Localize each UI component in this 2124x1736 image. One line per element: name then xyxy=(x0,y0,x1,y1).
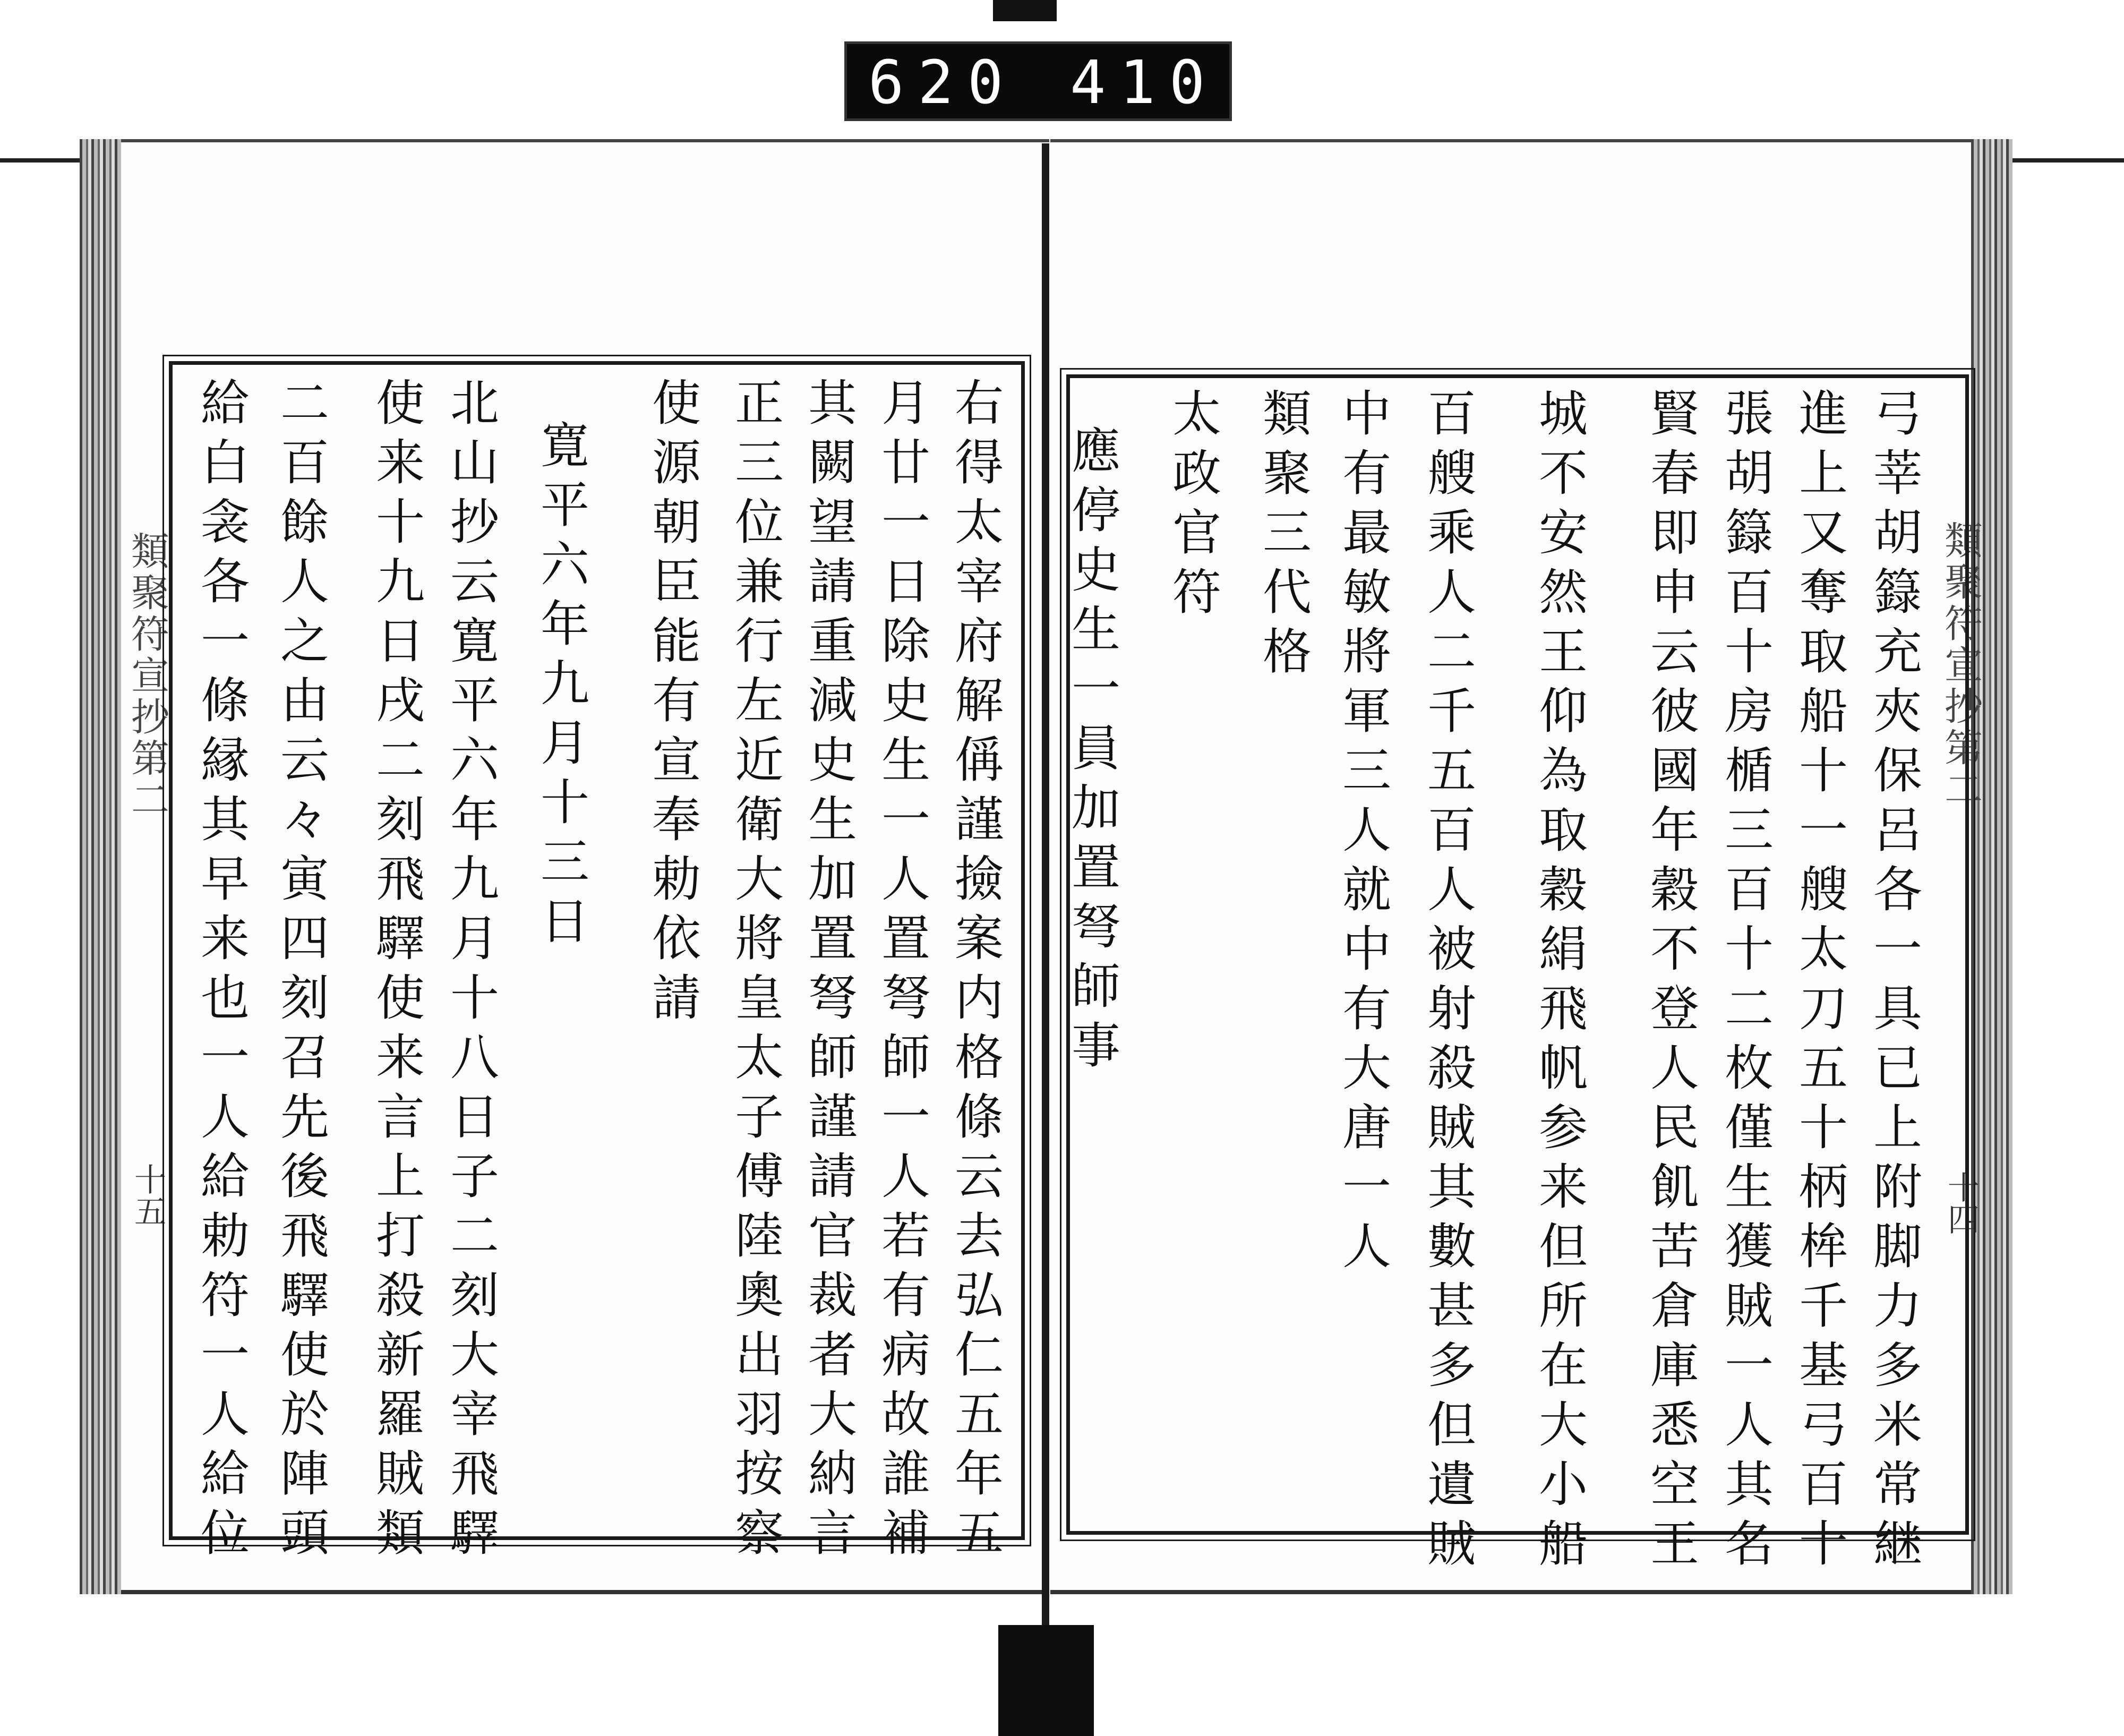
film-frame-number-right: 410. xyxy=(1070,48,1269,117)
text-column: 給白衾各一條縁其早来也一人給勅符一人給位 xyxy=(193,377,250,1567)
text-column: 賢春即申云彼國年穀不登人民飢苦倉庫悉空王 xyxy=(1642,388,1699,1577)
text-column: 寛平六年九月十三日 xyxy=(533,420,589,955)
film-frame-number-left: 620 xyxy=(868,48,1017,117)
right-page-number: 十四 xyxy=(1942,1171,1980,1235)
text-column: 使来十九日戌二刻飛驛使来言上打殺新羅賊類 xyxy=(368,377,425,1567)
book-gutter xyxy=(1042,143,1049,1662)
text-column: 城不安然王仰為取穀絹飛帆参来但所在大小船 xyxy=(1531,388,1588,1577)
text-column: 中有最敏將軍三人就中有大唐一人 xyxy=(1334,388,1391,1280)
right-page-header: 類聚符宣抄第二 xyxy=(1938,520,1983,810)
left-page-header: 類聚符宣抄第二 xyxy=(125,531,169,821)
text-column: 百艘乘人二千五百人被射殺賊其數甚多但遺賊 xyxy=(1419,388,1476,1577)
text-column: 太政官符 xyxy=(1164,388,1221,626)
left-page-number: 十五 xyxy=(129,1163,166,1227)
text-column: 進上又奪取船十一艘太刀五十柄桙千基弓百十 xyxy=(1791,388,1848,1577)
text-column: 張胡籙百十房楯三百十二枚僅生獲賊一人其名 xyxy=(1717,388,1774,1577)
text-column: 使源朝臣能有宣奉勅依請 xyxy=(644,377,701,1031)
text-column: 月廿一日除史生一人置弩師一人若有病故誰補 xyxy=(873,377,930,1567)
text-column: 正三位兼行左近衛大將皇太子傅陸奧出羽按察 xyxy=(727,377,784,1567)
page-stack-right xyxy=(1971,139,2012,1594)
scanner-clamp-bottom xyxy=(998,1625,1094,1736)
page-stack-left xyxy=(80,139,121,1594)
edge-line-left xyxy=(0,158,85,163)
text-column: 其闕望請重減史生加置弩師謹請官裁者大納言 xyxy=(800,377,857,1567)
text-column: 類聚三代格 xyxy=(1255,388,1312,685)
edge-line-right xyxy=(2007,158,2124,163)
text-column: 弓莘胡籙充夾保呂各一具已上附脚力多米常継 xyxy=(1865,388,1922,1577)
text-column: 右得太宰府解偁謹撿案内格條云去弘仁五年五 xyxy=(947,377,1004,1567)
text-column: 應停史生一員加置弩師事 xyxy=(1064,425,1120,1079)
film-frame-label xyxy=(844,41,1269,121)
text-column: 二百餘人之由云々寅四刻召先後飛驛使於陣頭 xyxy=(272,377,329,1567)
text-column: 北山抄云寛平六年九月十八日子二刻大宰飛驛 xyxy=(442,377,499,1567)
scanner-clamp-top xyxy=(993,0,1057,21)
